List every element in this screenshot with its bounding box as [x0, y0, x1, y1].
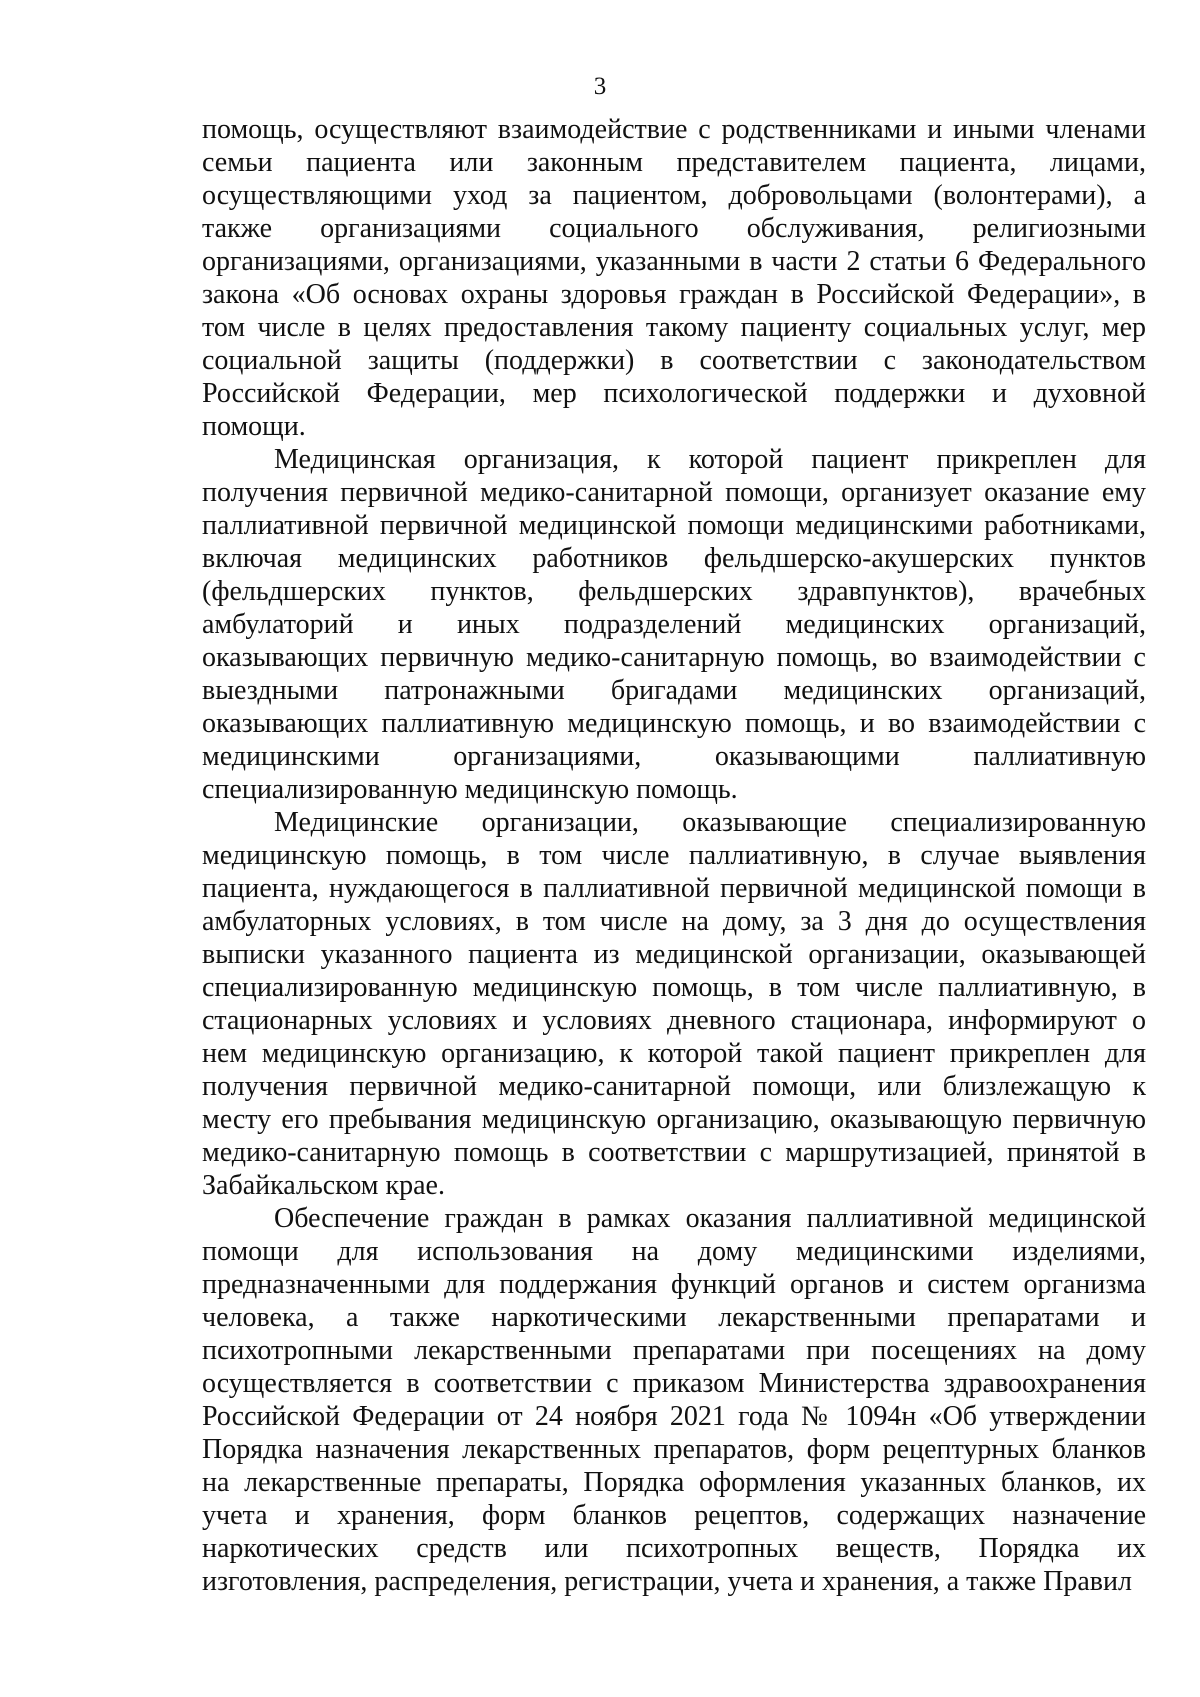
text-line: изготовления, распределения, регистрации, учета и хранения, а также Правил	[202, 1566, 1132, 1597]
text-line: закона «Об основах охраны здоровья граждан в Российской Федерации», в	[202, 279, 1146, 310]
text-line: стационарных условиях и условиях дневного стационара, информируют о	[202, 1005, 1146, 1036]
text-line: человека, а также наркотическими лекарственными препаратами и	[202, 1302, 1146, 1333]
text-line: месту его пребывания медицинскую организацию, оказывающую первичную	[202, 1104, 1146, 1135]
text-line: получения первичной медико-санитарной помощи, или близлежащую к	[202, 1071, 1146, 1102]
text-line: включая медицинских работников фельдшерско-акушерских пунктов	[202, 543, 1146, 574]
text-line: Российской Федерации, мер психологической поддержки и духовной	[202, 378, 1146, 409]
text-line: также организациями социального обслуживания, религиозными	[202, 213, 1146, 244]
text-line: осуществляющими уход за пациентом, добровольцами (волонтерами), а	[202, 180, 1146, 211]
text-line: помощь, осуществляют взаимодействие с родственниками и иными членами	[202, 114, 1146, 145]
paragraph	[202, 113, 1146, 443]
paragraph	[202, 1202, 1146, 1598]
text-line: помощи для использования на дому медицинскими изделиями,	[202, 1236, 1146, 1267]
text-line: осуществляется в соответствии с приказом Министерства здравоохранения	[202, 1368, 1146, 1399]
text-line: специализированную медицинскую помощь, в том числе паллиативную, в	[202, 972, 1146, 1003]
text-line: Российской Федерации от 24 ноября 2021 года № 1094н «Об утверждении	[202, 1401, 1146, 1432]
text-line: Медицинская организация, к которой пациент прикреплен для	[274, 444, 1146, 475]
text-line: оказывающих паллиативную медицинскую помощь, и во взаимодействии с	[202, 708, 1146, 739]
text-line: выписки указанного пациента из медицинской организации, оказывающей	[202, 939, 1146, 970]
paragraph	[202, 443, 1146, 806]
text-line: социальной защиты (поддержки) в соответствии с законодательством	[202, 345, 1146, 376]
text-line: амбулаторных условиях, в том числе на дому, за 3 дня до осуществления	[202, 906, 1146, 937]
text-line: паллиативной первичной медицинской помощи медицинскими работниками,	[202, 510, 1146, 541]
document-body	[202, 113, 1146, 1598]
text-line: (фельдшерских пунктов, фельдшерских здравпунктов), врачебных	[202, 576, 1146, 607]
text-line: специализированную медицинскую помощь.	[202, 774, 738, 805]
text-line: выездными патронажными бригадами медицинских организаций,	[202, 675, 1146, 706]
text-line: предназначенными для поддержания функций органов и систем организма	[202, 1269, 1146, 1300]
text-line: нем медицинскую организацию, к которой такой пациент прикреплен для	[202, 1038, 1146, 1069]
text-line: том числе в целях предоставления такому пациенту социальных услуг, мер	[202, 312, 1146, 343]
text-line: наркотических средств или психотропных веществ, Порядка их	[202, 1533, 1146, 1564]
text-line: Обеспечение граждан в рамках оказания паллиативной медицинской	[274, 1203, 1146, 1234]
text-line: помощи.	[202, 411, 306, 442]
text-line: медицинскую помощь, в том числе паллиативную, в случае выявления	[202, 840, 1146, 871]
text-line: оказывающих первичную медико-санитарную помощь, во взаимодействии с	[202, 642, 1146, 673]
text-line: организациями, организациями, указанными в части 2 статьи 6 Федерального	[202, 246, 1146, 277]
text-line: Забайкальском крае.	[202, 1170, 445, 1201]
paragraph	[202, 806, 1146, 1202]
text-line: медико-санитарную помощь в соответствии с маршрутизацией, принятой в	[202, 1137, 1146, 1168]
text-line: Порядка назначения лекарственных препаратов, форм рецептурных бланков	[202, 1434, 1146, 1465]
text-line: Медицинские организации, оказывающие специализированную	[274, 807, 1146, 838]
text-line: на лекарственные препараты, Порядка оформления указанных бланков, их	[202, 1467, 1146, 1498]
text-line: амбулаторий и иных подразделений медицинских организаций,	[202, 609, 1146, 640]
page-number: 3	[593, 73, 607, 100]
text-line: пациента, нуждающегося в паллиативной первичной медицинской помощи в	[202, 873, 1146, 904]
text-line: получения первичной медико-санитарной помощи, организует оказание ему	[202, 477, 1146, 508]
text-line: психотропными лекарственными препаратами при посещениях на дому	[202, 1335, 1146, 1366]
text-line: семьи пациента или законным представителем пациента, лицами,	[202, 147, 1146, 178]
text-line: медицинскими организациями, оказывающими паллиативную	[202, 741, 1146, 772]
text-line: учета и хранения, форм бланков рецептов, содержащих назначение	[202, 1500, 1146, 1531]
